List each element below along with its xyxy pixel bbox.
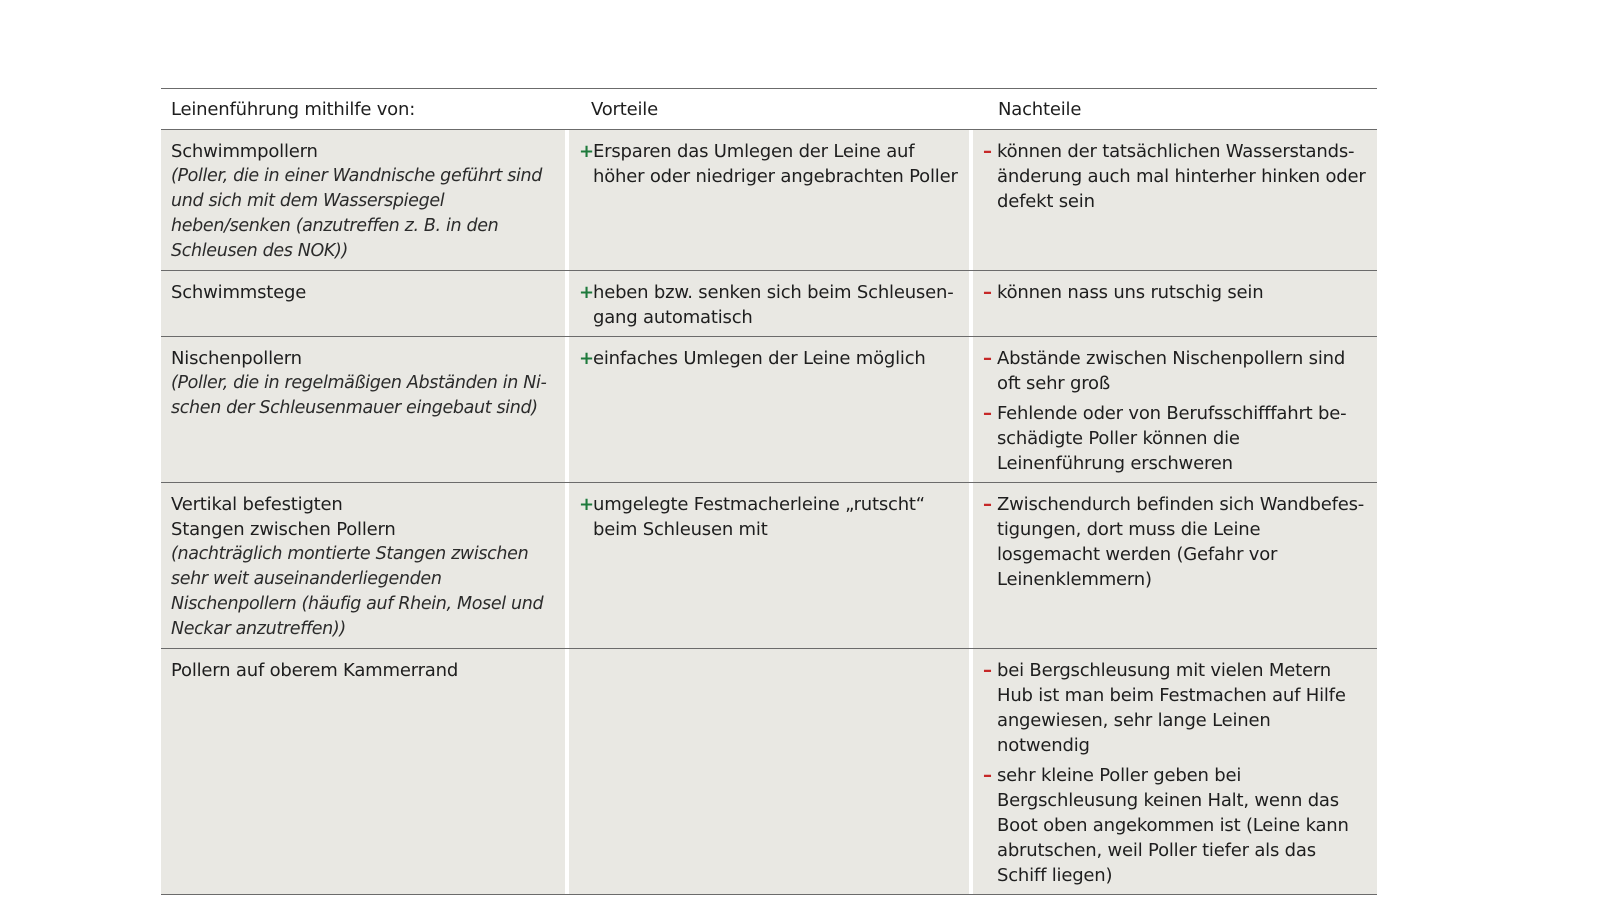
method-description: (Poller, die in regelmäßigen Abständen in Nischen der Schleusenmauer eingebaut sind) [171,373,547,418]
table-body [161,130,1377,895]
pro-item-text: einfaches Umlegen der Leine möglich [593,348,926,369]
pro-item-text: heben bzw. senken sich beim Schleusengang automatisch [593,282,954,328]
method-title: Nischenpollern [171,348,302,369]
pro-item [579,346,959,371]
method-title: Vertikal befestigten Stangen zwischen Pollern [171,494,396,540]
con-item-text: Fehlende oder von Berufsschifffahrt beschädigte Poller können die Leinenführung erschweren [997,403,1347,474]
comparison-table [161,88,1377,895]
header-cons: Nachteile [998,98,1082,120]
cons-cell [973,483,1377,648]
pros-cell [569,337,969,482]
minus-icon: – [983,403,992,424]
con-item-text: sehr kleine Poller geben bei Bergschleusung keinen Halt, wenn das Boot oben angekommen ist (Leine kann abrutschen, weil Poller tiefer als das Schiff liegen) [997,765,1349,886]
table-row [161,130,1377,271]
con-item-text: Zwischendurch befinden sich Wandbefestigungen, dort muss die Leine losgemacht werden (Gefahr vor Leinenklemmern) [997,494,1365,590]
con-item-text: können nass uns rutschig sein [997,282,1264,303]
cons-cell [973,130,1377,270]
pro-item [579,139,959,189]
pros-cell [569,649,969,894]
plus-icon: + [579,494,594,515]
cons-cell [973,337,1377,482]
table-header [161,88,1377,130]
method-title: Schwimmpollern [171,141,318,162]
cons-cell [973,271,1377,336]
cons-cell [973,649,1377,894]
method-cell [161,271,565,336]
pro-item [579,280,959,330]
pros-cell [569,271,969,336]
con-item [983,346,1367,396]
plus-icon: + [579,348,594,369]
pros-cell [569,130,969,270]
pro-item-text: umgelegte Festmacherleine „rutscht“ beim Schleusen mit [593,494,925,540]
header-pros: Vorteile [591,98,658,120]
con-item-text: Abstände zwischen Nischenpollern sind oft sehr groß [997,348,1346,394]
method-description: (Poller, die in einer Wandnische geführt sind und sich mit dem Wasserspiegel heben/senken (anzutreffen z. B. in den Schleusen des NOK)) [171,166,543,261]
con-item [983,763,1367,888]
plus-icon: + [579,282,594,303]
con-item [983,492,1367,592]
con-item-text: bei Bergschleusung mit vielen Metern Hub ist man beim Festmachen auf Hilfe angewiesen, sehr lange Leinen notwendig [997,660,1346,756]
con-item [983,139,1367,214]
minus-icon: – [983,282,992,303]
pro-item [579,492,959,542]
con-item [983,658,1367,758]
method-cell [161,649,565,894]
table-row [161,483,1377,649]
table-row [161,271,1377,337]
method-cell [161,483,565,648]
header-method: Leinenführung mithilfe von: [171,98,416,120]
method-cell [161,130,565,270]
method-title: Pollern auf oberem Kammerrand [171,660,459,681]
table-row [161,649,1377,895]
minus-icon: – [983,660,992,681]
method-description: (nachträglich montierte Stangen zwischen sehr weit auseinanderliegenden Nischenpollern (häufig auf Rhein, Mosel und Neckar anzutreffen)) [171,544,544,639]
minus-icon: – [983,141,992,162]
method-title: Schwimmstege [171,282,307,303]
con-item-text: können der tatsächlichen Wasserstandsänderung auch mal hinterher hinken oder defekt sein [997,141,1366,212]
minus-icon: – [983,765,992,786]
pros-cell [569,483,969,648]
minus-icon: – [983,348,992,369]
table-row [161,337,1377,483]
pro-item-text: Ersparen das Umlegen der Leine auf höher oder niedriger angebrachten Poller [593,141,958,187]
minus-icon: – [983,494,992,515]
method-cell [161,337,565,482]
con-item [983,401,1367,476]
plus-icon: + [579,141,594,162]
con-item [983,280,1367,305]
